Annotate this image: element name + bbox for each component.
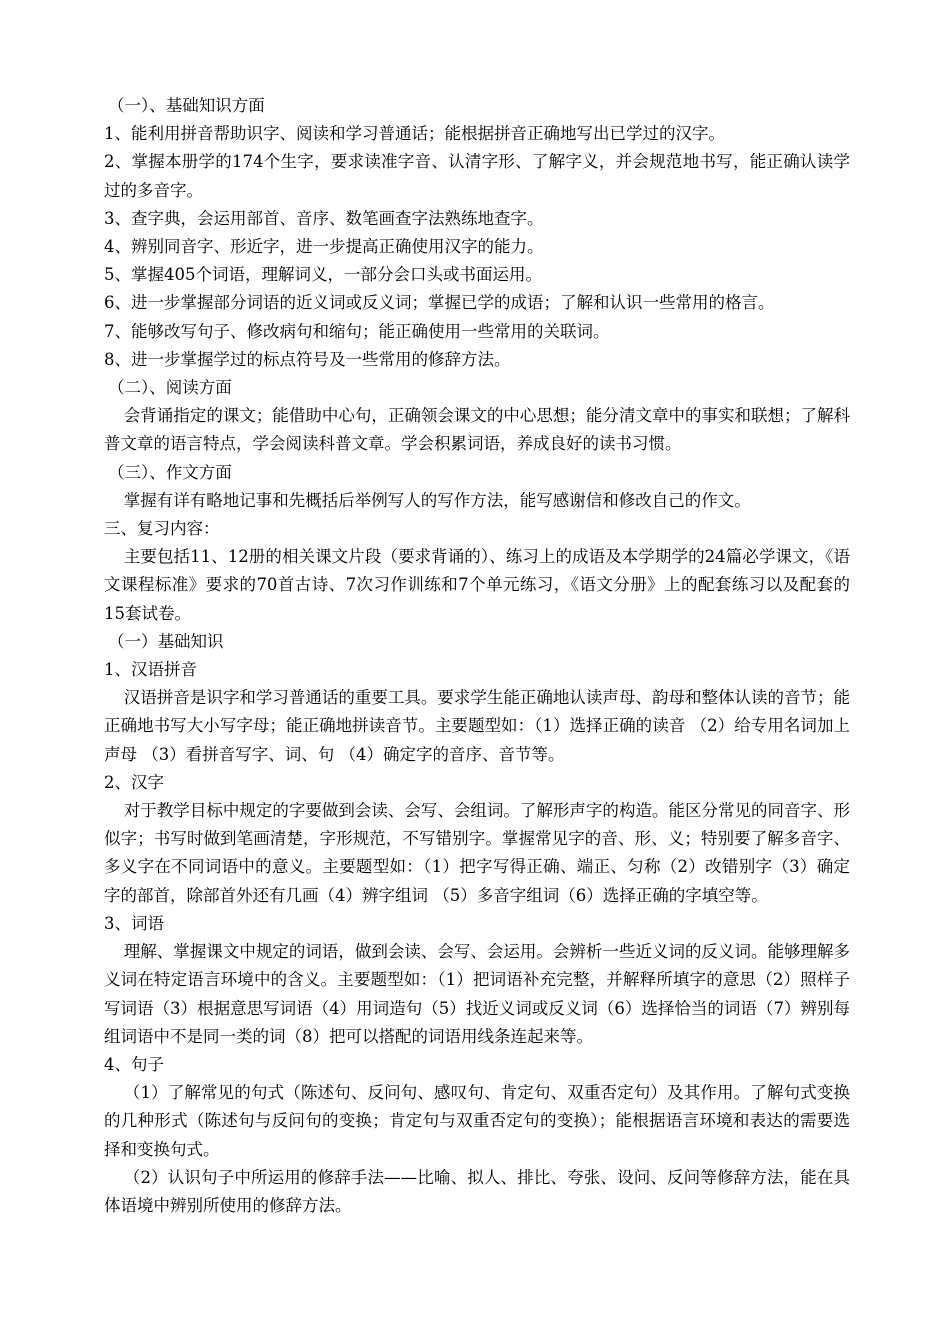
body-paragraph: 对于教学目标中规定的字要做到会读、会写、会组词。了解形声字的构造。能区分常见的同音字、形似字；书写时做到笔画清楚，字形规范，不写错别字。掌握常见字的音、形、义；特别要了解多音字、多义字在不同词语中的意义。主要题型如：（1）把字写得正确、端正、匀称（2）改错别字（3）确定字的部首，除部首外还有几画（4）辨字组词 （5）多音字组词（6）选择正确的字填空等。 bbox=[104, 801, 850, 905]
subheading-words: 3、词语 bbox=[104, 913, 164, 933]
document-page bbox=[104, 92, 850, 1220]
subheading-characters: 2、汉字 bbox=[104, 772, 164, 792]
subheading-pinyin: 1、汉语拼音 bbox=[104, 660, 197, 680]
section-heading-reading: （二）、阅读方面 bbox=[108, 378, 232, 398]
list-item: 2、掌握本册学的174个生字，要求读准字音、认清字形、了解字义，并会规范地书写，能正确认读学过的多音字。 bbox=[104, 152, 850, 200]
list-item: 3、查字典，会运用部首、音序、数笔画查字法熟练地查字。 bbox=[104, 208, 544, 228]
body-paragraph: 掌握有详有略地记事和先概括后举例写人的写作方法，能写感谢信和修改自己的作文。 bbox=[123, 490, 751, 510]
list-item: 7、能够改写句子、修改病句和缩句；能正确使用一些常用的关联词。 bbox=[104, 321, 610, 341]
body-paragraph: （2）认识句子中所运用的修辞手法——比喻、拟人、排比、夸张、设问、反问等修辞方法，能在具体语境中辨别所使用的修辞方法。 bbox=[104, 1167, 850, 1215]
subheading-sentences: 4、句子 bbox=[104, 1054, 164, 1074]
section-heading-basics: （一）基础知识 bbox=[108, 631, 224, 651]
body-paragraph: 汉语拼音是识字和学习普通话的重要工具。要求学生能正确地认读声母、韵母和整体认读的音节；能正确地书写大小写字母；能正确地拼读音节。主要题型如：（1）选择正确的读音 （2）给专用名词加上声母 （3）看拼音写字、词、句 （4）确定字的音序、音节等。 bbox=[104, 688, 850, 764]
body-paragraph: 理解、掌握课文中规定的词语，做到会读、会写、会运用。会辨析一些近义词的反义词。能够理解多义词在特定语言环境中的含义。主要题型如：（1）把词语补充完整，并解释所填字的意思（2）照样子写词语（3）根据意思写词语（4）用词造句（5）找近义词或反义词（6）选择恰当的词语（7）辨别每组词语中不是同一类的词（8）把可以搭配的词语用线条连起来等。 bbox=[104, 942, 850, 1046]
list-item: 1、能利用拼音帮助识字、阅读和学习普通话；能根据拼音正确地写出已学过的汉字。 bbox=[104, 124, 725, 144]
list-item: 6、进一步掌握部分词语的近义词或反义词；掌握已学的成语；了解和认识一些常用的格言。 bbox=[104, 293, 775, 313]
body-paragraph: （1）了解常见的句式（陈述句、反问句、感叹句、肯定句、双重否定句）及其作用。了解句式变换的几种形式（陈述句与反问句的变换；肯定句与双重否定句的变换）；能根据语言环境和表达的需要选择和变换句式。 bbox=[104, 1083, 850, 1159]
list-item: 8、进一步掌握学过的标点符号及一些常用的修辞方法。 bbox=[104, 349, 511, 369]
section-heading-review-content: 三、复习内容： bbox=[104, 519, 220, 539]
body-paragraph: 会背诵指定的课文；能借助中心句，正确领会课文的中心思想；能分清文章中的事实和联想；了解科普文章的语言特点，学会阅读科普文章。学会积累词语，养成良好的读书习惯。 bbox=[104, 406, 850, 454]
list-item: 5、掌握405个词语，理解词义，一部分会口头或书面运用。 bbox=[104, 265, 542, 285]
section-heading-basic-knowledge: （一）、基础知识方面 bbox=[108, 96, 265, 115]
body-paragraph: 主要包括11、12册的相关课文片段（要求背诵的）、练习上的成语及本学期学的24篇必学课文，《语文课程标准》要求的70首古诗、7次习作训练和7个单元练习，《语文分册》上的配套练习以及配套的15套试卷。 bbox=[104, 547, 850, 623]
list-item: 4、辨别同音字、形近字，进一步提高正确使用汉字的能力。 bbox=[104, 237, 544, 257]
section-heading-writing: （三）、作文方面 bbox=[108, 462, 232, 482]
